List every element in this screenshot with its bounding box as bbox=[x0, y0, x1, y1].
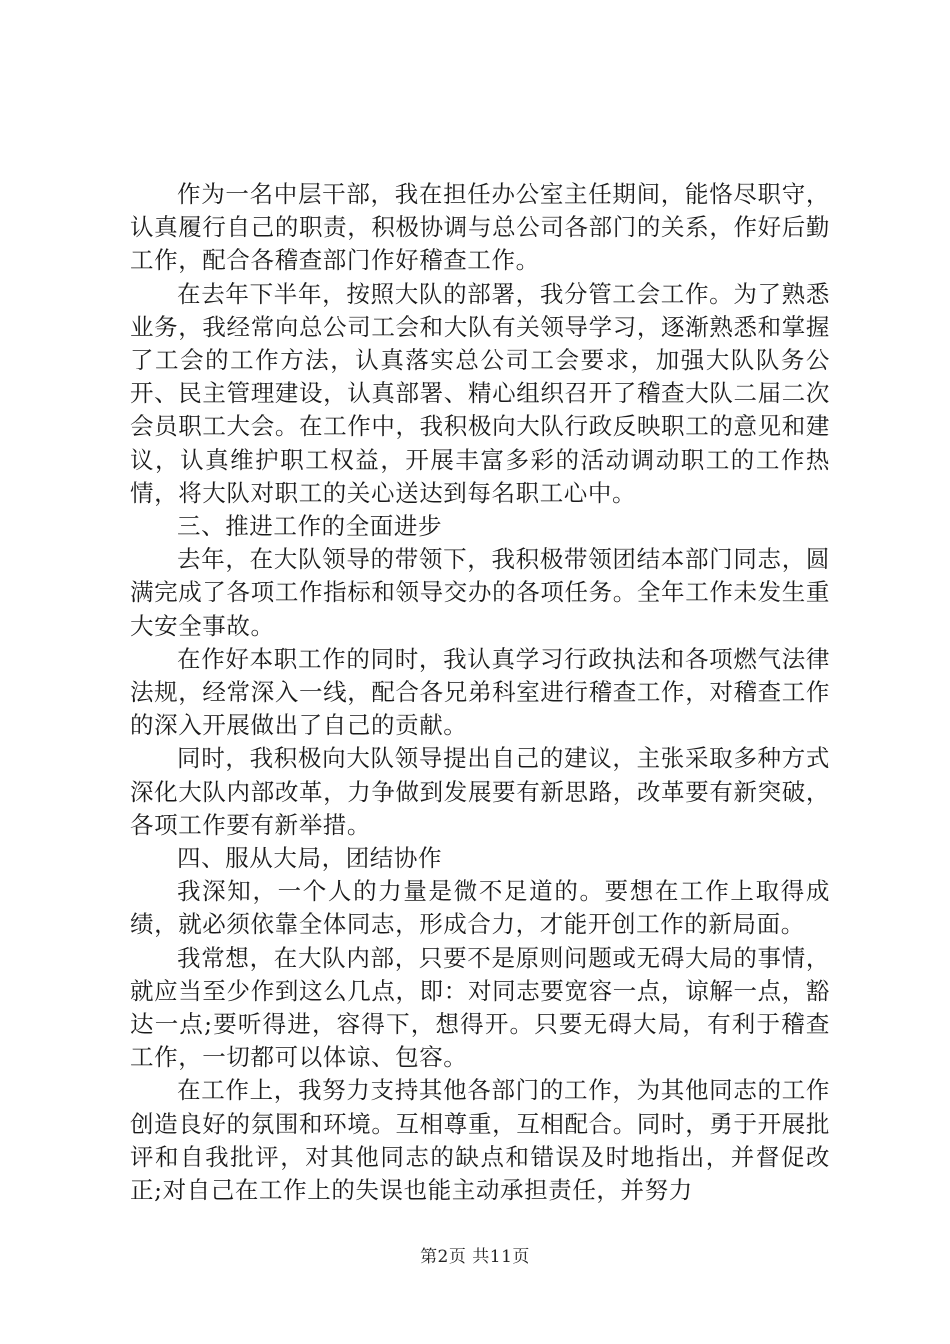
section-heading: 四、服从大局，团结协作 bbox=[177, 844, 443, 873]
page-number-footer: 第2页 共11页 bbox=[420, 1247, 530, 1267]
document-body bbox=[130, 178, 830, 1207]
paragraph: 我常想，在大队内部，只要不是原则问题或无碍大局的事情，就应当至少作到这么几点，即：对同志要宽容一点，谅解一点，豁达一点;要听得进，容得下，想得开。只要无碍大局，有利于稽查工作，一切都可以体谅、包容。 bbox=[130, 943, 830, 1072]
paragraph: 在作好本职工作的同时，我认真学习行政执法和各项燃气法律法规，经常深入一线，配合各兄弟科室进行稽查工作，对稽查工作的深入开展做出了自己的贡献。 bbox=[130, 644, 830, 740]
paragraph: 在工作上，我努力支持其他各部门的工作，为其他同志的工作创造良好的氛围和环境。互相尊重，互相配合。同时，勇于开展批评和自我批评，对其他同志的缺点和错误及时地指出，并督促改正;对自己在工作上的失误也能主动承担责任，并努力 bbox=[130, 1076, 830, 1205]
paragraph: 在去年下半年，按照大队的部署，我分管工会工作。为了熟悉业务，我经常向总公司工会和大队有关领导学习，逐渐熟悉和掌握了工会的工作方法，认真落实总公司工会要求，加强大队队务公开、民主管理建设，认真部署、精心组织召开了稽查大队二届二次会员职工大会。在工作中，我积极向大队行政反映职工的意见和建议，认真维护职工权益，开展丰富多彩的活动调动职工的工作热情，将大队对职工的关心送达到每名职工心中。 bbox=[130, 279, 830, 507]
paragraph: 同时，我积极向大队领导提出自己的建议，主张采取多种方式深化大队内部改革，力争做到发展要有新思路，改革要有新突破，各项工作要有新举措。 bbox=[130, 744, 830, 839]
section-heading: 三、推进工作的全面进步 bbox=[177, 512, 443, 541]
paragraph: 我深知，一个人的力量是微不足道的。要想在工作上取得成绩，就必须依靠全体同志，形成合力，才能开创工作的新局面。 bbox=[130, 877, 830, 939]
paragraph: 去年，在大队领导的带领下，我积极带领团结本部门同志，圆满完成了各项工作指标和领导交办的各项任务。全年工作未发生重大安全事故。 bbox=[130, 545, 830, 640]
paragraph: 作为一名中层干部，我在担任办公室主任期间，能恪尽职守，认真履行自己的职责，积极协调与总公司各部门的关系，作好后勤工作，配合各稽查部门作好稽查工作。 bbox=[130, 180, 830, 275]
